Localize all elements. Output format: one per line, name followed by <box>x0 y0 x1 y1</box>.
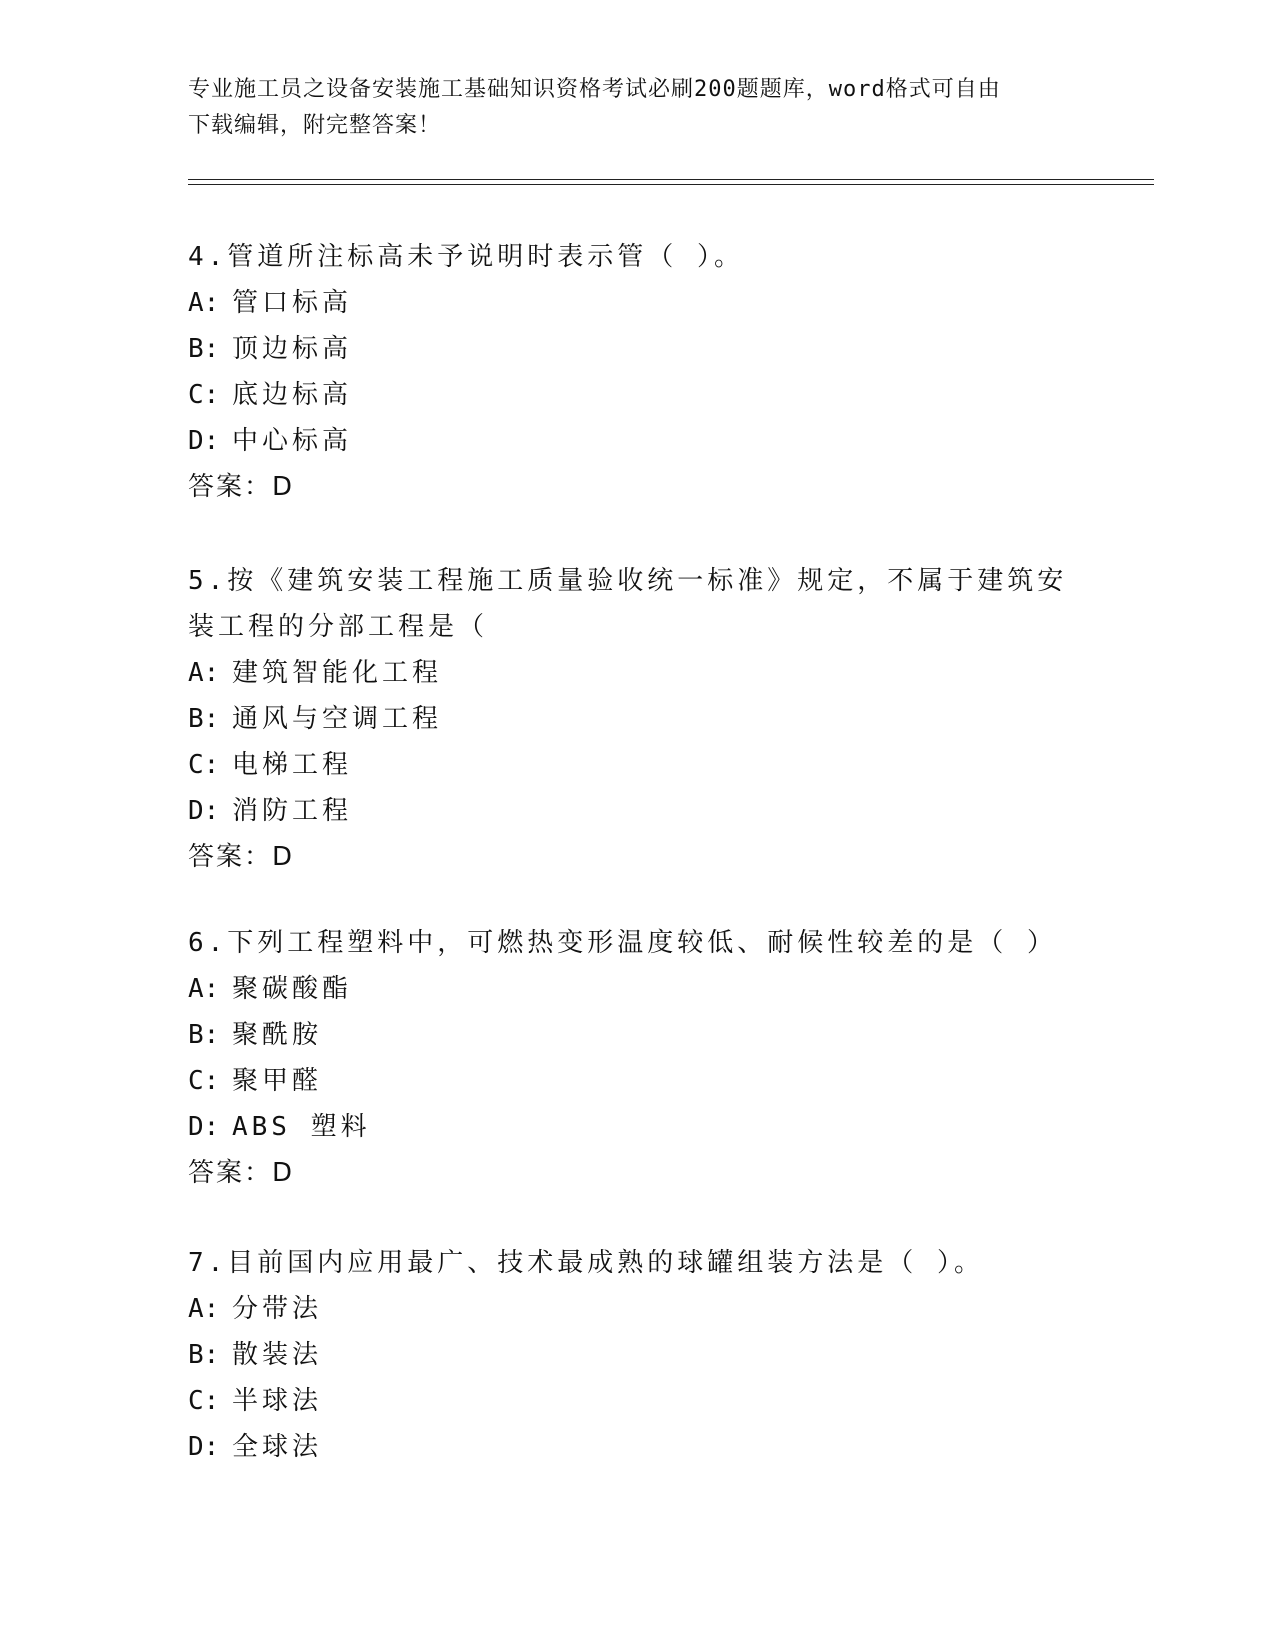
option-text: 底边标高 <box>232 380 353 410</box>
option-text: 电梯工程 <box>232 750 353 780</box>
option-key: D: <box>188 1112 220 1142</box>
option-key: A: <box>188 974 220 1004</box>
option-text: 聚碳酸酯 <box>232 974 353 1004</box>
question-4 <box>188 234 1088 510</box>
option-key: C: <box>188 380 220 410</box>
header-rule-bottom <box>188 184 1154 185</box>
option-a <box>188 1286 1088 1332</box>
option-key: C: <box>188 1066 220 1096</box>
option-a <box>188 966 1088 1012</box>
question-7 <box>188 1240 1088 1470</box>
option-key: A: <box>188 288 220 318</box>
option-text: 建筑智能化工程 <box>232 658 443 688</box>
option-c <box>188 1378 1088 1424</box>
option-text: 消防工程 <box>232 796 353 826</box>
question-stem: 4.管道所注标高未予说明时表示管（ ）。 <box>188 242 744 272</box>
option-key: B: <box>188 334 220 364</box>
question-5 <box>188 558 1088 880</box>
option-c <box>188 1058 1088 1104</box>
option-text: 通风与空调工程 <box>232 704 443 734</box>
option-a <box>188 280 1088 326</box>
answer-line: 答案：D <box>188 472 295 502</box>
header-line-2: 下载编辑，附完整答案！ <box>188 113 442 138</box>
option-b <box>188 1332 1088 1378</box>
answer-line: 答案：D <box>188 842 295 872</box>
question-stem: 6.下列工程塑料中，可燃热变形温度较低、耐候性较差的是（ ） <box>188 928 1057 958</box>
option-a <box>188 650 1088 696</box>
option-text: 散装法 <box>232 1340 323 1370</box>
option-key: C: <box>188 750 220 780</box>
option-d <box>188 1104 1088 1150</box>
option-text: 半球法 <box>232 1386 323 1416</box>
option-text: 中心标高 <box>232 426 353 456</box>
option-text: 顶边标高 <box>232 334 353 364</box>
option-text: 聚酰胺 <box>232 1020 323 1050</box>
option-key: D: <box>188 1432 220 1462</box>
question-6 <box>188 920 1088 1196</box>
document-header <box>188 72 1088 144</box>
answer-line: 答案：D <box>188 1158 295 1188</box>
header-rule-top <box>188 179 1154 180</box>
option-d <box>188 788 1088 834</box>
option-key: A: <box>188 1294 220 1324</box>
option-text: ABS 塑料 <box>232 1112 371 1142</box>
option-key: A: <box>188 658 220 688</box>
option-d <box>188 1424 1088 1470</box>
question-stem: 7.目前国内应用最广、技术最成熟的球罐组装方法是（ ）。 <box>188 1248 984 1278</box>
option-b <box>188 1012 1088 1058</box>
option-b <box>188 696 1088 742</box>
option-key: D: <box>188 796 220 826</box>
option-text: 全球法 <box>232 1432 323 1462</box>
option-text: 分带法 <box>232 1294 323 1324</box>
option-key: B: <box>188 704 220 734</box>
option-text: 管口标高 <box>232 288 353 318</box>
option-key: B: <box>188 1340 220 1370</box>
question-stem: 5.按《建筑安装工程施工质量验收统一标准》规定，不属于建筑安装工程的分部工程是（ <box>188 566 1068 642</box>
option-c <box>188 372 1088 418</box>
option-key: B: <box>188 1020 220 1050</box>
option-b <box>188 326 1088 372</box>
option-d <box>188 418 1088 464</box>
header-line-1: 专业施工员之设备安装施工基础知识资格考试必刷200题题库，word格式可自由 <box>188 77 1001 102</box>
option-text: 聚甲醛 <box>232 1066 323 1096</box>
option-key: D: <box>188 426 220 456</box>
option-key: C: <box>188 1386 220 1416</box>
option-c <box>188 742 1088 788</box>
